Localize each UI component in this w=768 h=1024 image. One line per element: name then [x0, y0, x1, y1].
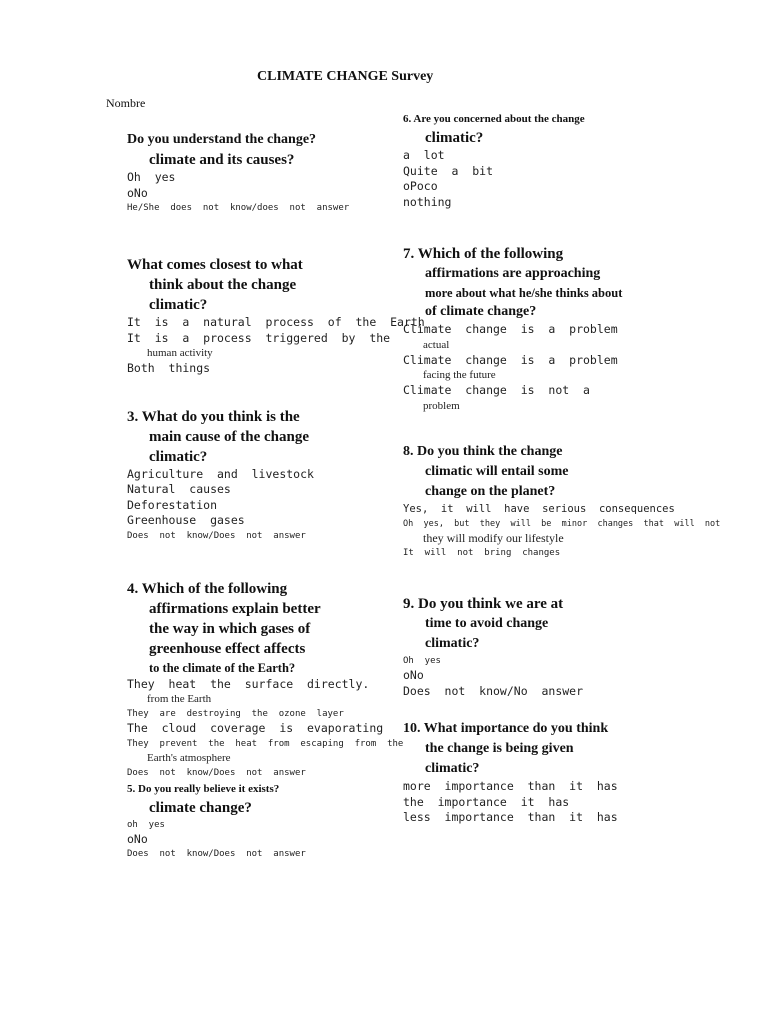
- question-3-option-2[interactable]: Natural causes: [127, 482, 231, 496]
- question-7-text: [403, 244, 768, 322]
- question-7-line-2: affirmations are approaching: [425, 266, 601, 281]
- question-3: [127, 407, 397, 543]
- question-5-option-1[interactable]: oh yes: [127, 819, 165, 830]
- question-1-line-2: climate and its causes?: [149, 152, 295, 168]
- question-3-line-3: climatic?: [149, 448, 208, 465]
- question-9-option-1[interactable]: Oh yes: [403, 656, 441, 666]
- question-4-option-1[interactable]: They heat the surface directly.: [127, 676, 370, 691]
- right-column: [403, 110, 768, 826]
- question-4: [127, 579, 404, 780]
- question-3-text: [127, 407, 397, 467]
- question-7-option-2[interactable]: Climate change is a problem: [403, 352, 618, 367]
- question-6-option-4[interactable]: nothing: [403, 194, 452, 209]
- question-3-option-4[interactable]: Greenhouse gases: [127, 513, 245, 527]
- question-4-option-4-continued: Earth's atmosphere: [147, 751, 231, 764]
- question-3-option-3[interactable]: Deforestation: [127, 497, 218, 512]
- question-3-option-1[interactable]: Agriculture and livestock: [127, 466, 314, 481]
- question-6-option-1[interactable]: a lot: [403, 148, 445, 162]
- question-2-line-3: climatic?: [149, 297, 208, 313]
- question-2-text: [127, 255, 397, 315]
- question-1-option-3[interactable]: He/She does not know/does not answer: [127, 203, 350, 213]
- question-10-option-3[interactable]: less importance than it has: [403, 810, 618, 824]
- question-7-option-1-continued: actual: [423, 338, 450, 351]
- question-1-option-1[interactable]: Oh yes: [127, 170, 176, 184]
- question-3-line-2: main cause of the change: [149, 428, 309, 445]
- question-6-line-2: climatic?: [425, 130, 484, 146]
- question-8-text: [403, 442, 768, 502]
- question-7-option-2-continued: facing the future: [423, 369, 496, 381]
- question-4-option-3[interactable]: The cloud coverage is evaporating: [127, 721, 384, 735]
- question-2-line-2: think about the change: [149, 277, 297, 293]
- question-9-option-2[interactable]: oNo: [403, 668, 424, 682]
- question-1-line-1: Do you understand the change?: [127, 132, 317, 147]
- question-2-line-1: What comes closest to what: [127, 257, 303, 273]
- question-2-option-2[interactable]: It is a process triggered by the: [127, 330, 391, 345]
- question-2-option-2-continued: human activity: [147, 347, 213, 359]
- question-4-line-1: 4. Which of the following: [127, 580, 288, 597]
- question-8-option-3[interactable]: It will not bring changes: [403, 548, 561, 558]
- question-10-text: [403, 719, 768, 779]
- question-3-line-1: 3. What do you think is the: [127, 408, 300, 425]
- question-10-line-3: climatic?: [425, 761, 480, 776]
- question-7-option-3[interactable]: Climate change is not a: [403, 383, 590, 397]
- question-9-option-3[interactable]: Does not know/No answer: [403, 683, 584, 698]
- question-8-option-2[interactable]: Oh yes, but they will be minor changes that will not: [403, 519, 721, 529]
- question-5-option-3[interactable]: Does not know/Does not answer: [127, 849, 306, 859]
- question-6-text: [403, 110, 768, 148]
- question-1: [127, 130, 397, 215]
- question-10-line-1: 10. What importance do you think: [403, 721, 609, 736]
- question-10: [403, 719, 768, 826]
- question-4-option-1-continued: from the Earth: [147, 693, 212, 705]
- question-9-line-1: 9. Do you think we are at: [403, 596, 564, 612]
- question-5-line-1: 5. Do you really believe it exists?: [127, 782, 280, 795]
- question-5-line-2: climate change?: [149, 799, 252, 816]
- question-6: [403, 110, 768, 210]
- name-label: Nombre: [106, 96, 146, 110]
- question-7-option-3-continued: problem: [423, 399, 460, 412]
- question-8-line-1: 8. Do you think the change: [403, 443, 563, 459]
- question-4-option-5[interactable]: Does not know/Does not answer: [127, 767, 306, 778]
- question-4-line-3: the way in which gases of: [149, 620, 311, 637]
- question-8-option-1[interactable]: Yes, it will have serious consequences: [403, 502, 675, 515]
- question-7-line-1: 7. Which of the following: [403, 246, 564, 262]
- question-6-line-1: 6. Are you concerned about the change: [403, 113, 585, 125]
- question-3-option-5[interactable]: Does not know/Does not answer: [127, 530, 306, 541]
- question-4-option-2[interactable]: They are destroying the ozone layer: [127, 709, 344, 719]
- question-8: [403, 442, 768, 561]
- document-title: CLIMATE CHANGE Survey: [257, 69, 434, 84]
- question-7: [403, 244, 768, 414]
- question-4-option-4[interactable]: They prevent the heat from escaping from the: [127, 738, 404, 749]
- question-10-option-1[interactable]: more importance than it has: [403, 779, 618, 793]
- question-4-line-4: greenhouse effect affects: [149, 640, 306, 657]
- question-1-text: [127, 130, 397, 170]
- question-7-option-1[interactable]: Climate change is a problem: [403, 322, 618, 336]
- question-9: [403, 594, 768, 699]
- question-10-option-2[interactable]: the importance it has: [403, 794, 570, 809]
- question-1-option-2[interactable]: oNo: [127, 185, 148, 200]
- question-9-line-3: climatic?: [425, 636, 480, 651]
- question-9-text: [403, 594, 768, 654]
- question-8-line-2: climatic will entail some: [425, 463, 569, 479]
- question-5: [127, 780, 397, 862]
- question-8-line-3: change on the planet?: [425, 483, 556, 499]
- question-4-line-2: affirmations explain better: [149, 600, 321, 617]
- question-7-line-4: of climate change?: [425, 304, 537, 319]
- question-2-option-3[interactable]: Both things: [127, 361, 211, 375]
- question-9-line-2: time to avoid change: [425, 616, 549, 631]
- question-6-option-2[interactable]: Quite a bit: [403, 163, 494, 178]
- question-5-option-2[interactable]: oNo: [127, 831, 148, 846]
- question-5-text: [127, 780, 397, 818]
- question-4-line-5: to the climate of the Earth?: [149, 660, 296, 675]
- question-8-option-2-continued: they will modify our lifestyle: [423, 531, 564, 545]
- question-6-option-3[interactable]: oPoco: [403, 179, 438, 193]
- question-7-line-3: more about what he/she thinks about: [425, 286, 623, 300]
- question-10-line-2: the change is being given: [425, 741, 574, 756]
- question-2-option-1[interactable]: It is a natural process of the Earth: [127, 315, 425, 329]
- question-2: [127, 255, 425, 377]
- question-4-text: [127, 579, 397, 677]
